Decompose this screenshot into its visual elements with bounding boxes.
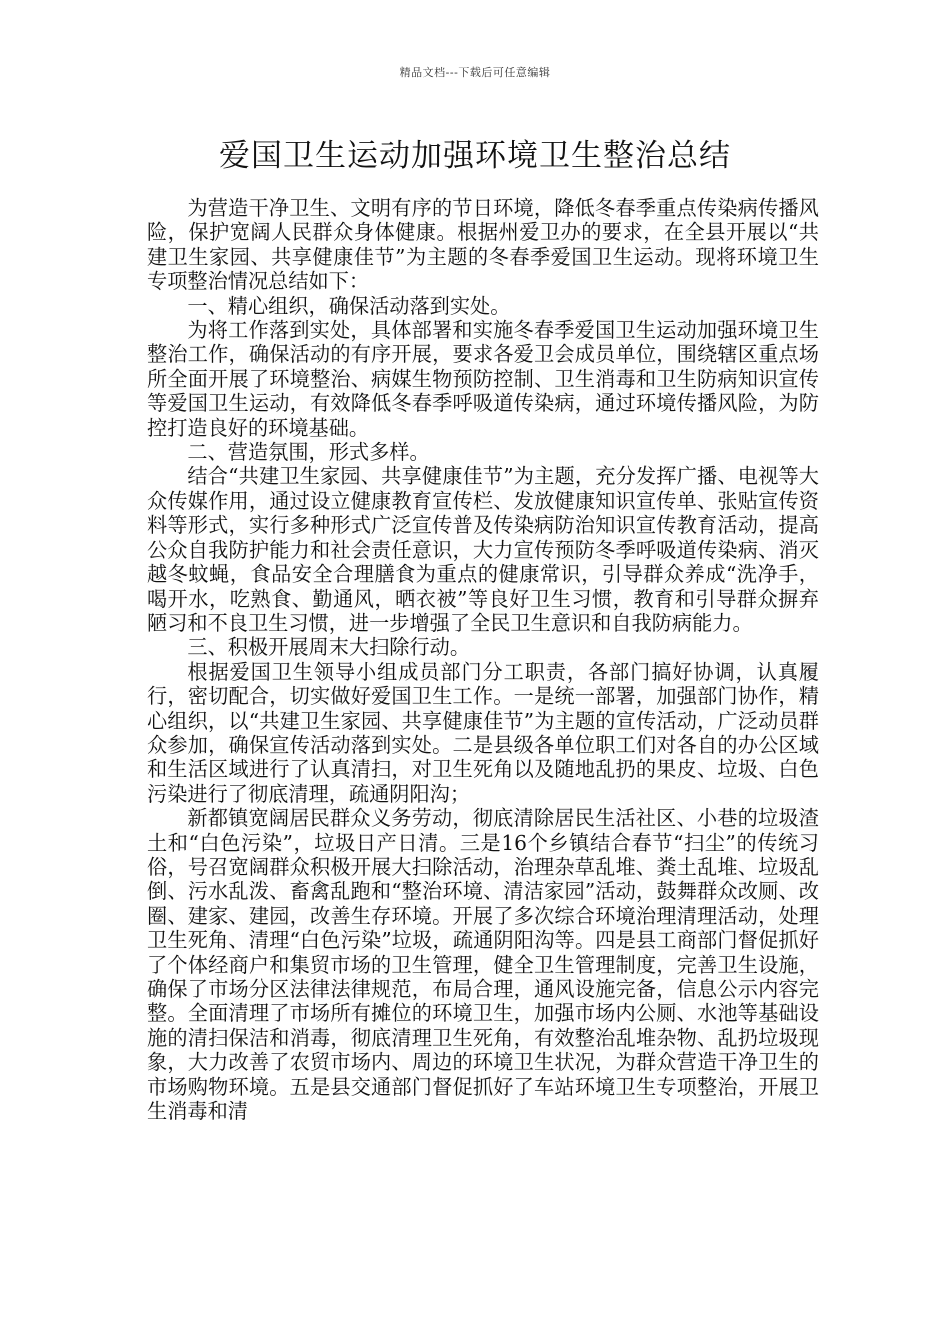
section-heading-3: 三、积极开展周末大扫除行动。 [187,635,471,660]
paragraph-section-3a: 根据爱国卫生领导小组成员部门分工职责，各部门搞好协调，认真履行，密切配合，切实做好爱国卫生工作。一是统一部署，加强部门协作，精心组织，以“共建卫生家园、共享健康佳节”为主题的宣传活动，广泛动员群众参加，确保宣传活动落到实处。二是县级各单位职工们对各自的办公区域和生活区域进行了认真清扫，对卫生死角以及随地乱扔的果皮、垃圾、白色污染进行了彻底清理，疏通阴阳沟； [147,659,819,806]
paragraph-section-2: 结合“共建卫生家园、共享健康佳节”为主题，充分发挥广播、电视等大众传媒作用，通过设立健康教育宣传栏、发放健康知识宣传单、张贴宣传资料等形式，实行多种形式广泛宣传普及传染病防治知识宣传教育活动，提高公众自我防护能力和社会责任意识，大力宣传预防冬季呼吸道传染病、消灭越冬蚊蝇，食品安全合理膳食为重点的健康常识，引导群众养成“洗净手，喝开水，吃熟食、勤通风，晒衣被”等良好卫生习惯，教育和引导群众摒弃陋习和不良卫生习惯，进一步增强了全民卫生意识和自我防病能力。 [147,464,819,635]
section-heading-2: 二、营造氛围，形式多样。 [187,440,430,465]
document-body [147,196,819,1123]
paragraph-section-3b: 新都镇宽阔居民群众义务劳动，彻底清除居民生活社区、小巷的垃圾渣土和“白色污染”，垃圾日产日清。三是16个乡镇结合春节“扫尘”的传统习俗，号召宽阔群众积极开展大扫除活动，治理杂草乱堆、粪土乱堆、垃圾乱倒、污水乱泼、畜禽乱跑和“整治环境、清洁家园”活动，鼓舞群众改厕、改圈、建家、建园，改善生存环境。开展了多次综合环境治理清理活动，处理卫生死角、清理“白色污染”垃圾，疏通阴阳沟等。四是县工商部门督促抓好了个体经商户和集贸市场的卫生管理，健全卫生管理制度，完善卫生设施，确保了市场分区法律法律规范，布局合理，通风设施完备，信息公示内容完整。全面清理了市场所有摊位的环境卫生，加强市场内公厕、水池等基础设施的清扫保洁和消毒，彻底清理卫生死角，有效整治乱堆杂物、乱扔垃圾现象，大力改善了农贸市场内、周边的环境卫生状况，为群众营造干净卫生的市场购物环境。五是县交通部门督促抓好了车站环境卫生专项整治，开展卫生消毒和清 [147,806,819,1124]
section-heading-1: 一、精心组织，确保活动落到实处。 [187,293,511,318]
paragraph-section-1: 为将工作落到实处，具体部署和实施冬春季爱国卫生运动加强环境卫生整治工作，确保活动的有序开展，要求各爱卫会成员单位，围绕辖区重点场所全面开展了环境整治、病媒生物预防控制、卫生消毒和卫生防病知识宣传等爱国卫生运动，有效降低冬春季呼吸道传染病，通过环境传播风险，为防控打造良好的环境基础。 [147,318,819,440]
document-title: 爱国卫生运动加强环境卫生整治总结 [219,138,731,174]
page-header: 精品文档---下载后可任意编辑 [399,66,551,79]
paragraph-intro: 为营造干净卫生、文明有序的节日环境，降低冬春季重点传染病传播风险，保护宽阔人民群众身体健康。根据州爱卫办的要求，在全县开展以“共建卫生家园、共享健康佳节”为主题的冬春季爱国卫生运动。现将环境卫生专项整治情况总结如下： [147,196,819,294]
